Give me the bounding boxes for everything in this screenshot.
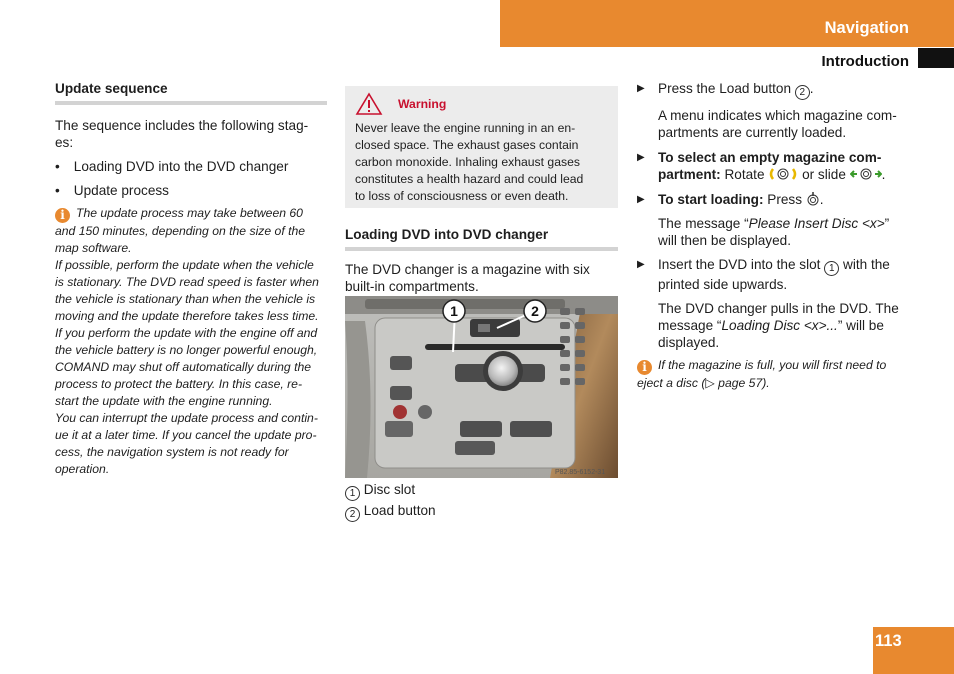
step-number: 1 [824, 261, 839, 276]
step-number: 2 [795, 85, 810, 100]
legend-label: Load button [363, 503, 436, 518]
desc-text: The message “ [658, 216, 749, 231]
warning-label: Warning [398, 96, 447, 111]
callout-2: 2 [531, 303, 539, 319]
step-text: . [809, 81, 814, 96]
note-line: If you perform the update with the engine off and [55, 326, 318, 340]
warning-line: Never leave the engine running in an en- [355, 121, 576, 135]
slide-controller-icon [850, 167, 882, 181]
step-start-loading [637, 191, 917, 208]
bullet-text: Update process [73, 183, 169, 198]
intro-line-1: The sequence includes the following stag- [55, 118, 309, 133]
note-line: COMAND may shut off automatically during the [55, 360, 312, 374]
desc-text: ” will be [837, 318, 884, 333]
bullet-arrow-icon: ▶ [637, 259, 645, 270]
bullet-dot: • [55, 159, 60, 174]
photo-legend [345, 481, 618, 522]
warning-triangle-icon [355, 92, 383, 116]
step-desc [658, 300, 917, 351]
step-insert-dvd [637, 256, 917, 293]
list-item [55, 158, 327, 175]
loading-dvd-heading: Loading DVD into DVD changer [345, 226, 618, 251]
note-line: ue it at a later time. If you cancel the update pro- [55, 428, 317, 442]
note-line: The update process may take between 60 [76, 206, 303, 220]
legend-item [345, 502, 618, 522]
section-title: Navigation [824, 19, 909, 37]
bullet-dot: • [55, 183, 60, 198]
bullet-arrow-icon: ▶ [637, 194, 645, 205]
warning-line: carbon monoxide. Inhaling exhaust gases [355, 155, 580, 169]
desc-line: A menu indicates which magazine com- [658, 108, 897, 123]
info-note [55, 205, 330, 478]
message-text: Please Insert Disc <x> [748, 216, 885, 231]
step-text: or slide [798, 167, 850, 182]
update-sequence-heading: Update sequence [55, 80, 327, 105]
note-line: and 150 minutes, depending on the size of the [55, 224, 306, 238]
legend-number: 1 [345, 486, 360, 501]
left-column [55, 80, 327, 478]
info-icon: i [637, 360, 652, 375]
legend-number: 2 [345, 507, 360, 522]
intro-line-2: es: [55, 135, 74, 150]
step-text: Rotate [720, 167, 769, 182]
comand-unit-photo [345, 296, 618, 478]
step-select-compartment [637, 149, 917, 183]
step-text: . [819, 192, 824, 207]
subsection-title: Introduction [821, 53, 909, 70]
info-note [637, 357, 917, 392]
warning-line: constitutes a health hazard and could lead [355, 172, 584, 186]
warning-line: to loss of consciousness or even death. [355, 189, 569, 203]
note-line: cess, the navigation system is not ready for [55, 445, 289, 459]
step-bold: partment: [658, 167, 721, 182]
note-line: moving and the update therefore takes less time. [55, 309, 319, 323]
middle-column [345, 226, 618, 295]
step-bold: To select an empty magazine com- [658, 150, 882, 165]
subsection-tab-marker [918, 48, 954, 68]
bullet-arrow-icon: ▶ [637, 152, 645, 163]
note-line: If the magazine is full, you will first need to [658, 358, 887, 372]
warning-box [345, 86, 618, 208]
bullet-text: Loading DVD into the DVD changer [73, 159, 289, 174]
step-text: Insert the DVD into the slot [658, 257, 825, 272]
note-line: map software. [55, 241, 132, 255]
right-column [637, 80, 917, 392]
step-text: . [881, 167, 886, 182]
page-ref-arrow-icon: ▷ [705, 376, 715, 390]
page-number: 113 [875, 632, 902, 650]
warning-text [355, 120, 613, 205]
note-text: eject a disc ( [637, 376, 706, 390]
note-line: the vehicle is stationary than when the vehicle is [55, 292, 316, 306]
step-press-load [637, 80, 917, 100]
desc-line: The DVD changer pulls in the DVD. The [658, 301, 899, 316]
note-line: is stationary. The DVD read speed is faster when [55, 275, 319, 289]
bullet-arrow-icon: ▶ [637, 83, 645, 94]
changer-text-2: built-in compartments. [345, 279, 479, 294]
desc-line: displayed. [658, 335, 720, 350]
step-text: with the [839, 257, 890, 272]
callout-1: 1 [450, 303, 458, 319]
note-line: process to protect the battery. In this case, re- [55, 377, 303, 391]
desc-line: will then be displayed. [658, 233, 791, 248]
press-controller-icon [806, 192, 820, 206]
info-icon: i [55, 208, 70, 223]
step-bold: To start loading: [658, 192, 764, 207]
step-desc [658, 215, 917, 249]
rotate-controller-icon [768, 167, 798, 181]
step-text: Press [763, 192, 806, 207]
note-text: page 57). [714, 376, 770, 390]
step-desc [658, 107, 917, 141]
changer-text-1: The DVD changer is a magazine with six [345, 262, 590, 277]
note-line: start the update with the engine running. [55, 394, 273, 408]
step-text: Press the Load button [658, 81, 795, 96]
warning-line: closed space. The exhaust gases contain [355, 138, 579, 152]
note-line: If possible, perform the update when the vehicle [55, 258, 314, 272]
legend-item [345, 481, 618, 501]
note-line: the vehicle battery is no longer powerful enough, [55, 343, 318, 357]
note-line: You can interrupt the update process and contin- [55, 411, 318, 425]
desc-text: ” [884, 216, 890, 231]
list-item [55, 182, 327, 199]
note-line: operation. [55, 462, 110, 476]
message-text: Loading Disc <x>... [721, 318, 838, 333]
desc-text: message “ [658, 318, 722, 333]
image-code: P82.85-6152-31 [555, 469, 606, 476]
desc-line: partments are currently loaded. [658, 125, 847, 140]
warning-header [355, 92, 446, 116]
legend-label: Disc slot [363, 482, 416, 497]
step-text: printed side upwards. [658, 277, 788, 292]
